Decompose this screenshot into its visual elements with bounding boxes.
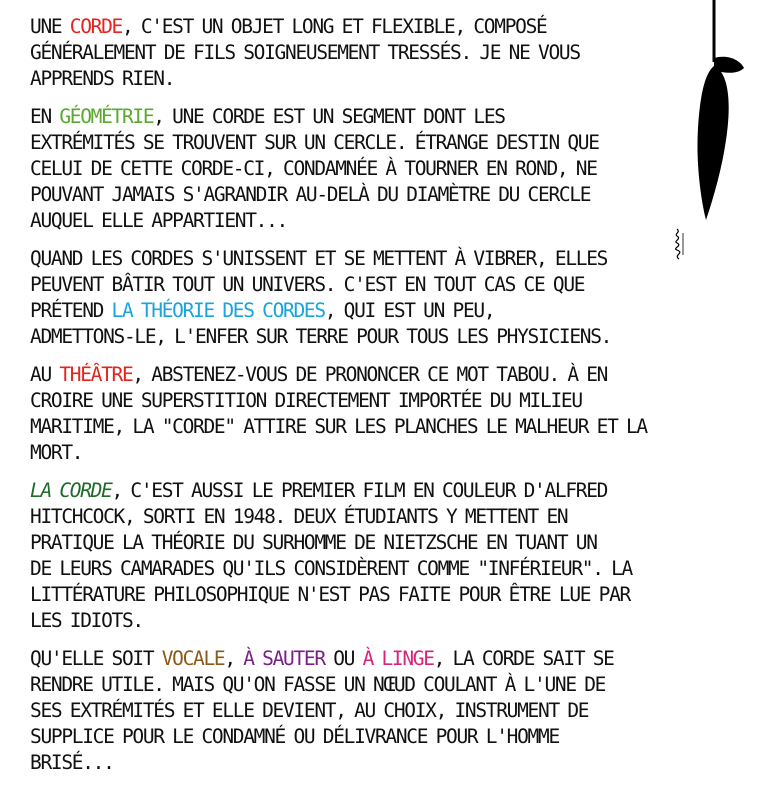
paragraph-string-theory (30, 246, 690, 350)
text-line (30, 478, 690, 504)
text-span: , C'EST AUSSI LE PREMIER FILM EN COULEUR D'ALFRED (111, 479, 608, 502)
highlight-vocale: VOCALE (161, 647, 225, 670)
text-line: LES IDIOTS. (30, 609, 143, 632)
text-span: , (224, 647, 244, 670)
text-line: LITTÉRATURE PHILOSOPHIQUE N'EST PAS FAITE POUR ÊTRE LUE PAR (30, 583, 630, 606)
text-span: PRÉTEND (30, 299, 112, 322)
text-line: RENDRE UTILE. MAIS QU'ON FASSE UN NŒUD COULANT À L'UNE DE (30, 673, 606, 696)
text-line: MARITIME, LA "CORDE" ATTIRE SUR LES PLANCHES LE MALHEUR ET LA (30, 415, 647, 438)
text-line: PRATIQUE LA THÉORIE DU SURHOMME DE NIETZSCHE EN TUANT UN (30, 531, 597, 554)
text-span: , QUI EST UN PEU, (324, 299, 495, 322)
text-line (30, 104, 690, 130)
paragraph-definition (30, 14, 690, 92)
text-line (30, 646, 690, 672)
text-line (30, 362, 690, 388)
text-span: , LA CORDE SAIT SE (433, 647, 614, 670)
text-line: SES EXTRÉMITÉS ET ELLE DEVIENT, AU CHOIX, INSTRUMENT DE (30, 699, 589, 722)
paragraph-geometry (30, 104, 690, 234)
text-column (30, 14, 690, 788)
text-line: HITCHCOCK, SORTI EN 1948. DEUX ÉTUDIANTS Y METTENT EN (30, 505, 568, 528)
text-span: OU (324, 647, 363, 670)
text-line: EXTRÉMITÉS SE TROUVENT SUR UN CERCLE. ÉTRANGE DESTIN QUE (30, 131, 599, 154)
text-line (30, 14, 690, 40)
highlight-la-corde-film: LA CORDE (30, 479, 112, 502)
text-line: ADMETTONS-LE, L'ENFER SUR TERRE POUR TOUS LES PHYSICIENS. (30, 325, 612, 348)
highlight-geometrie: GÉOMÉTRIE (59, 105, 154, 128)
text-line: POUVANT JAMAIS S'AGRANDIR AU-DELÀ DU DIAMÈTRE DU CERCLE (30, 183, 591, 206)
text-span: UNE (30, 15, 70, 38)
text-line (30, 298, 690, 324)
paragraph-conclusion (30, 646, 690, 776)
highlight-theatre: THÉÂTRE (59, 363, 133, 386)
text-line: MORT. (30, 441, 83, 464)
highlight-corde: CORDE (69, 15, 122, 38)
text-span: AU (30, 363, 60, 386)
text-span: QU'ELLE SOIT (30, 647, 162, 670)
text-span: , ABSTENEZ-VOUS DE PRONONCER CE MOT TABOU. À EN (132, 363, 608, 386)
text-line: CROIRE UNE SUPERSTITION DIRECTEMENT IMPORTÉE DU MILIEU (30, 389, 582, 412)
highlight-a-linge: À LINGE (362, 647, 434, 670)
highlight-theorie-des-cordes: LA THÉORIE DES CORDES (111, 299, 325, 322)
artist-signature-icon (664, 220, 694, 268)
text-span: , UNE CORDE EST UN SEGMENT DONT LES (153, 105, 505, 128)
text-line: AUQUEL ELLE APPARTIENT... (30, 209, 288, 232)
text-line: GÉNÉRALEMENT DE FILS SOIGNEUSEMENT TRESSÉS. JE NE VOUS (30, 41, 580, 64)
text-span: , C'EST UN OBJET LONG ET FLEXIBLE, COMPOSÉ (121, 15, 547, 38)
text-line: PEUVENT BÂTIR TOUT UN UNIVERS. C'EST EN TOUT CAS CE QUE (30, 273, 585, 296)
hanging-figure-icon (670, 0, 768, 240)
text-line: SUPPLICE POUR LE CONDAMNÉ OU DÉLIVRANCE POUR L'HOMME (30, 725, 559, 748)
text-line: BRISÉ... (30, 751, 114, 774)
text-line: CELUI DE CETTE CORDE-CI, CONDAMNÉE À TOURNER EN ROND, NE (30, 157, 597, 180)
paragraph-theatre (30, 362, 690, 466)
text-line: APPRENDS RIEN. (30, 67, 175, 90)
text-line: DE LEURS CAMARADES QU'ILS CONSIDÈRENT COMME "INFÉRIEUR". LA (30, 557, 632, 580)
paragraph-film (30, 478, 690, 634)
text-line: QUAND LES CORDES S'UNISSENT ET SE METTENT À VIBRER, ELLES (30, 247, 608, 270)
highlight-a-sauter: À SAUTER (243, 647, 325, 670)
text-span: EN (30, 105, 60, 128)
